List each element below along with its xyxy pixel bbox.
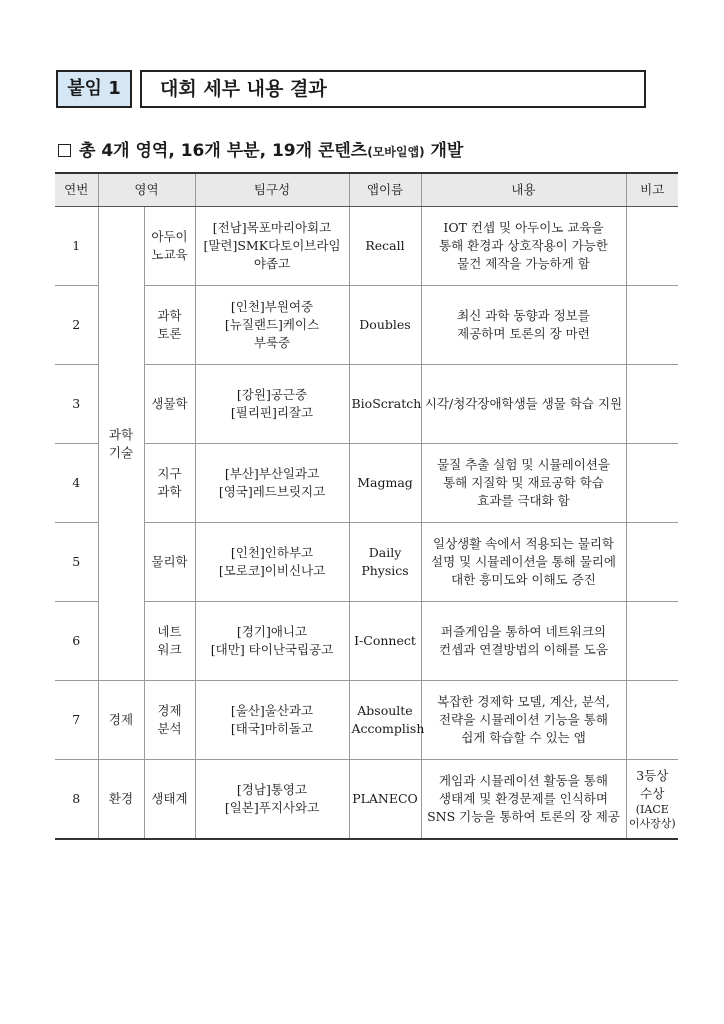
section-subtitle [58,136,463,161]
subtitle-main: 총 4개 영역, 16개 부분, 19개 콘텐츠 [79,141,368,161]
remark [626,286,678,365]
col-header-app: 앱이름 [349,173,421,207]
table-row [55,602,678,681]
sub-area: 물리학 [144,523,195,602]
table-row [55,523,678,602]
team: [경남]통영고 [일본]푸지사와고 [195,760,349,840]
table-row [55,760,678,840]
app-name: PLANECO [349,760,421,840]
col-header-no: 연번 [55,173,98,207]
team: [전남]목포마리아회고 [말련]SMK다토이브라임 야좁고 [195,207,349,286]
description: 최신 과학 동향과 정보를 제공하며 토론의 장 마련 [421,286,626,365]
team: [경기]애니고 [대만] 타이난국립공고 [195,602,349,681]
remark-award: 3등상 수상 [636,768,669,801]
app-name: Recall [349,207,421,286]
subtitle-tail: 개발 [424,141,464,161]
sub-area: 아두이 노교육 [144,207,195,286]
sub-area: 네트 워크 [144,602,195,681]
table-row [55,681,678,760]
row-number: 1 [55,207,98,286]
app-name: I-Connect [349,602,421,681]
app-name: BioScratch [349,365,421,444]
remark [626,365,678,444]
area-group-environment: 환경 [98,760,144,840]
attachment-title: 대회 세부 내용 결과 [140,70,646,108]
area-group-economy: 경제 [98,681,144,760]
description: 일상생활 속에서 적용되는 물리학 설명 및 시뮬레이션을 통해 물리에 대한 흥미도와 이해도 증진 [421,523,626,602]
area-group-science: 과학 기술 [98,207,144,681]
team: [인천]인하부고 [모로코]이비신나고 [195,523,349,602]
col-header-area: 영역 [98,173,195,207]
remark-award-detail: (IACE 이사장상) [628,803,676,830]
table-row [55,286,678,365]
row-number: 7 [55,681,98,760]
description: 시각/청각장애학생들 생물 학습 지원 [421,365,626,444]
description: 물질 추출 실험 및 시뮬레이션을 통해 지질학 및 재료공학 학습 효과를 극대화 함 [421,444,626,523]
row-number: 3 [55,365,98,444]
remark [626,760,678,840]
remark [626,523,678,602]
table-row [55,444,678,523]
remark [626,444,678,523]
col-header-team: 팀구성 [195,173,349,207]
app-name: Daily Physics [349,523,421,602]
row-number: 2 [55,286,98,365]
checkbox-square-icon [58,144,71,157]
team: [강원]공근중 [필리핀]리잘고 [195,365,349,444]
row-number: 4 [55,444,98,523]
col-header-note: 비고 [626,173,678,207]
app-name: Absoulte Accomplish [349,681,421,760]
col-header-desc: 내용 [421,173,626,207]
team: [부산]부산일과고 [영국]레드브릿지고 [195,444,349,523]
attachment-header [56,70,646,110]
remark [626,602,678,681]
app-name: Magmag [349,444,421,523]
team: [울산]울산과고 [태국]마히돌고 [195,681,349,760]
row-number: 8 [55,760,98,840]
sub-area: 지구 과학 [144,444,195,523]
subtitle-small: (모바일앱) [367,145,425,159]
sub-area: 과학 토론 [144,286,195,365]
remark [626,207,678,286]
attachment-badge: 붙임 1 [56,70,132,108]
description: IOT 컨셉 및 아두이노 교육을 통해 환경과 상호작용이 가능한 물건 제작을 가능하게 함 [421,207,626,286]
sub-area: 경제 분석 [144,681,195,760]
table-row [55,207,678,286]
row-number: 6 [55,602,98,681]
results-table [55,172,678,840]
remark [626,681,678,760]
description: 게임과 시뮬레이션 활동을 통해 생태계 및 환경문제를 인식하며 SNS 기능을 통하여 토론의 장 제공 [421,760,626,840]
table-header-row [55,173,678,207]
sub-area: 생물학 [144,365,195,444]
description: 퍼즐게임을 통하여 네트워크의 컨셉과 연결방법의 이해를 도움 [421,602,626,681]
description: 복잡한 경제학 모델, 계산, 분석, 전략을 시뮬레이션 기능을 통해 쉽게 학습할 수 있는 앱 [421,681,626,760]
app-name: Doubles [349,286,421,365]
sub-area: 생태계 [144,760,195,840]
table-row [55,365,678,444]
team: [인천]부원여중 [뉴질랜드]케이스 부룩중 [195,286,349,365]
row-number: 5 [55,523,98,602]
